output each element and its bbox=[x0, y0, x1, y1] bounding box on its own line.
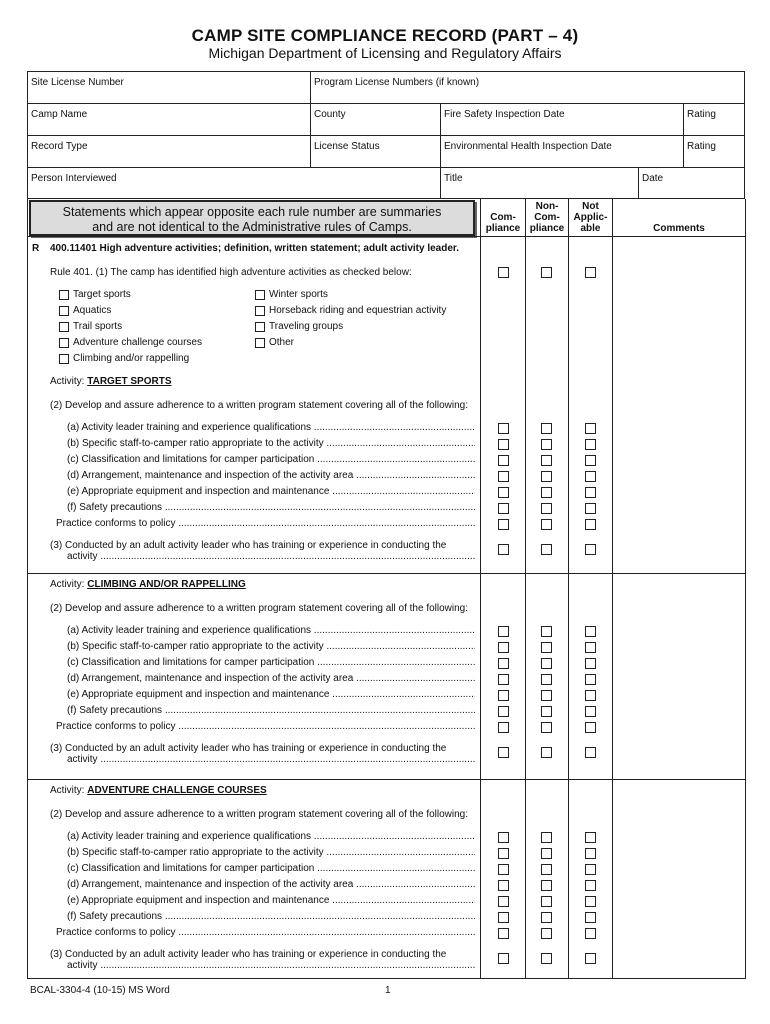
statement-notice-box bbox=[29, 200, 475, 236]
license-status-field[interactable]: License Status bbox=[310, 136, 440, 167]
activity-option-label: Traveling groups bbox=[269, 321, 344, 332]
noncompliance-checkbox[interactable] bbox=[541, 953, 552, 964]
noncompliance-checkbox[interactable] bbox=[541, 544, 552, 555]
requirement-text: (d) Arrangement, maintenance and inspection of the activity area bbox=[67, 470, 354, 481]
noncompliance-checkbox[interactable] bbox=[541, 487, 552, 498]
noncompliance-checkbox[interactable] bbox=[541, 896, 552, 907]
frame-bottom bbox=[27, 978, 745, 979]
noncompliance-checkbox[interactable] bbox=[541, 626, 552, 637]
requirement-text: (b) Specific staff-to-camper ratio appropriate to the activity bbox=[67, 438, 324, 449]
compliance-checkbox[interactable] bbox=[498, 471, 509, 482]
activity-option-label: Other bbox=[269, 337, 295, 348]
requirement-text: (f) Safety precautions bbox=[67, 705, 163, 716]
requirement-item bbox=[67, 911, 475, 922]
noncompliance-checkbox[interactable] bbox=[541, 832, 552, 843]
noncompliance-checkbox[interactable] bbox=[541, 674, 552, 685]
column-divider bbox=[480, 199, 481, 979]
frame-left bbox=[27, 199, 28, 979]
activity-option-label: Winter sports bbox=[269, 289, 328, 300]
requirement-item bbox=[67, 705, 475, 716]
not-applicable-checkbox[interactable] bbox=[585, 544, 596, 555]
not-applicable-checkbox[interactable] bbox=[585, 423, 596, 434]
not-applicable-checkbox[interactable] bbox=[585, 455, 596, 466]
compliance-checkbox[interactable] bbox=[498, 896, 509, 907]
activity-checkbox[interactable] bbox=[59, 354, 69, 364]
activity-name: ADVENTURE CHALLENGE COURSES bbox=[87, 785, 267, 796]
conducted-text: activity bbox=[67, 754, 98, 765]
requirement-text: (c) Classification and limitations for camper participation bbox=[67, 657, 315, 668]
activity-option-label: Horseback riding and equestrian activity bbox=[269, 305, 447, 316]
activity-label: Activity: bbox=[50, 785, 85, 796]
requirement-item bbox=[67, 879, 475, 890]
not-applicable-checkbox[interactable] bbox=[585, 953, 596, 964]
practice-conforms bbox=[56, 721, 475, 732]
noncompliance-checkbox[interactable] bbox=[541, 642, 552, 653]
compliance-checkbox[interactable] bbox=[498, 953, 509, 964]
header-text: pliance bbox=[485, 223, 521, 234]
compliance-checkbox[interactable] bbox=[498, 912, 509, 923]
practice-conforms bbox=[56, 927, 475, 938]
activity-label: Activity: bbox=[50, 376, 85, 387]
compliance-checkbox[interactable] bbox=[498, 880, 509, 891]
header-text: able bbox=[580, 223, 601, 234]
activity-checkbox[interactable] bbox=[255, 322, 265, 332]
activity-option-label: Aquatics bbox=[73, 305, 112, 316]
conducted-text: activity bbox=[67, 551, 98, 562]
compliance-checkbox[interactable] bbox=[498, 455, 509, 466]
compliance-column-header bbox=[481, 212, 525, 234]
not-applicable-column-header bbox=[569, 201, 612, 234]
not-applicable-checkbox[interactable] bbox=[585, 471, 596, 482]
noncompliance-checkbox[interactable] bbox=[541, 706, 552, 717]
requirement-text: (c) Classification and limitations for camper participation bbox=[67, 863, 315, 874]
requirement-text: (d) Arrangement, maintenance and inspection of the activity area bbox=[67, 673, 354, 684]
conducted-statement: (3) Conducted by an adult activity leader who has training or experience in conducting the bbox=[50, 743, 447, 754]
activity-name: CLIMBING AND/OR RAPPELLING bbox=[87, 579, 246, 590]
activity-option-label: Trail sports bbox=[73, 321, 123, 332]
noncompliance-checkbox[interactable] bbox=[541, 503, 552, 514]
requirement-item bbox=[67, 895, 475, 906]
rule-prefix: R bbox=[32, 243, 40, 254]
not-applicable-checkbox[interactable] bbox=[585, 832, 596, 843]
requirement-text: (b) Specific staff-to-camper ratio appropriate to the activity bbox=[67, 847, 324, 858]
practice-text: Practice conforms to policy bbox=[56, 721, 176, 732]
requirement-item bbox=[67, 470, 475, 481]
noncompliance-checkbox[interactable] bbox=[541, 864, 552, 875]
conducted-text: activity bbox=[67, 960, 98, 971]
compliance-checkbox[interactable] bbox=[498, 519, 509, 530]
conducted-statement-cont bbox=[67, 551, 475, 562]
activity-line bbox=[50, 785, 267, 796]
header-row bbox=[28, 168, 744, 200]
activity-checkbox[interactable] bbox=[59, 322, 69, 332]
requirement-item bbox=[67, 502, 475, 513]
column-divider bbox=[525, 199, 526, 979]
develop-statement: (2) Develop and assure adherence to a written program statement covering all of the following: bbox=[50, 809, 469, 820]
header-text: Com- bbox=[490, 212, 516, 223]
site-license-number-field[interactable]: Site License Number bbox=[31, 77, 124, 88]
header-text: Non- bbox=[535, 201, 559, 212]
section-divider bbox=[27, 779, 745, 780]
header-info-table bbox=[27, 71, 745, 199]
compliance-checkbox[interactable] bbox=[498, 747, 509, 758]
noncompliance-checkbox[interactable] bbox=[541, 423, 552, 434]
activity-checkbox[interactable] bbox=[59, 290, 69, 300]
comments-column-header: Comments bbox=[653, 223, 705, 234]
section-divider bbox=[27, 573, 745, 574]
compliance-checkbox[interactable] bbox=[498, 642, 509, 653]
noncompliance-checkbox[interactable] bbox=[541, 722, 552, 733]
rating-field-1[interactable]: Rating bbox=[683, 104, 744, 135]
activity-option-label: Adventure challenge courses bbox=[73, 337, 202, 348]
not-applicable-checkbox[interactable] bbox=[585, 658, 596, 669]
noncompliance-column-header bbox=[526, 201, 568, 234]
activity-line bbox=[50, 579, 246, 590]
compliance-checkbox[interactable] bbox=[498, 423, 509, 434]
person-interviewed-field[interactable]: Person Interviewed bbox=[31, 173, 117, 184]
compliance-checkbox[interactable] bbox=[498, 267, 509, 278]
header-row bbox=[28, 72, 744, 104]
requirement-text: (f) Safety precautions bbox=[67, 502, 163, 513]
develop-statement: (2) Develop and assure adherence to a written program statement covering all of the following: bbox=[50, 603, 469, 614]
requirement-text: (e) Appropriate equipment and inspection and maintenance bbox=[67, 895, 330, 906]
rule-heading: 400.11401 High adventure activities; definition, written statement; adult activity leader. bbox=[50, 243, 460, 254]
compliance-checkbox[interactable] bbox=[498, 690, 509, 701]
requirement-text: (b) Specific staff-to-camper ratio appropriate to the activity bbox=[67, 641, 324, 652]
not-applicable-checkbox[interactable] bbox=[585, 642, 596, 653]
header-text: Not bbox=[582, 201, 599, 212]
rating-field-2[interactable]: Rating bbox=[683, 136, 744, 167]
activity-name: TARGET SPORTS bbox=[87, 376, 172, 387]
not-applicable-checkbox[interactable] bbox=[585, 706, 596, 717]
column-divider bbox=[612, 199, 613, 979]
compliance-checkbox[interactable] bbox=[498, 487, 509, 498]
requirement-text: (e) Appropriate equipment and inspection and maintenance bbox=[67, 486, 330, 497]
activity-checkbox[interactable] bbox=[255, 338, 265, 348]
requirement-text: (c) Classification and limitations for camper participation bbox=[67, 454, 315, 465]
requirement-item bbox=[67, 625, 475, 636]
requirement-text: (e) Appropriate equipment and inspection and maintenance bbox=[67, 689, 330, 700]
compliance-checkbox[interactable] bbox=[498, 722, 509, 733]
activity-option-label: Climbing and/or rappelling bbox=[73, 353, 190, 364]
title-field[interactable]: Title bbox=[440, 168, 638, 199]
conducted-statement: (3) Conducted by an adult activity leader who has training or experience in conducting the bbox=[50, 540, 447, 551]
compliance-checkbox[interactable] bbox=[498, 848, 509, 859]
date-field[interactable]: Date bbox=[638, 168, 744, 199]
fire-safety-date-field[interactable]: Fire Safety Inspection Date bbox=[440, 104, 683, 135]
activity-checkbox[interactable] bbox=[255, 290, 265, 300]
requirement-item bbox=[67, 438, 475, 449]
noncompliance-checkbox[interactable] bbox=[541, 267, 552, 278]
requirement-item bbox=[67, 454, 475, 465]
requirement-text: (d) Arrangement, maintenance and inspection of the activity area bbox=[67, 879, 354, 890]
not-applicable-checkbox[interactable] bbox=[585, 722, 596, 733]
activity-option-label: Target sports bbox=[73, 289, 131, 300]
compliance-checkbox[interactable] bbox=[498, 832, 509, 843]
compliance-checkbox[interactable] bbox=[498, 439, 509, 450]
not-applicable-checkbox[interactable] bbox=[585, 503, 596, 514]
activity-line bbox=[50, 376, 172, 387]
header-text: pliance bbox=[529, 223, 565, 234]
not-applicable-checkbox[interactable] bbox=[585, 674, 596, 685]
requirement-text: (a) Activity leader training and experience qualifications bbox=[67, 831, 312, 842]
practice-conforms bbox=[56, 518, 475, 529]
compliance-checkbox[interactable] bbox=[498, 674, 509, 685]
noncompliance-checkbox[interactable] bbox=[541, 519, 552, 530]
not-applicable-checkbox[interactable] bbox=[585, 848, 596, 859]
rule-401-text: Rule 401. (1) The camp has identified high adventure activities as checked below: bbox=[50, 267, 412, 278]
noncompliance-checkbox[interactable] bbox=[541, 912, 552, 923]
practice-text: Practice conforms to policy bbox=[56, 927, 176, 938]
noncompliance-checkbox[interactable] bbox=[541, 439, 552, 450]
requirement-item bbox=[67, 422, 475, 433]
not-applicable-checkbox[interactable] bbox=[585, 626, 596, 637]
header-divider bbox=[27, 236, 745, 237]
header-text: Applic- bbox=[573, 212, 608, 223]
header-text: Com- bbox=[534, 212, 560, 223]
activity-label: Activity: bbox=[50, 579, 85, 590]
camp-name-field[interactable]: Camp Name bbox=[31, 109, 88, 120]
not-applicable-checkbox[interactable] bbox=[585, 487, 596, 498]
activity-checkbox[interactable] bbox=[255, 306, 265, 316]
noncompliance-checkbox[interactable] bbox=[541, 880, 552, 891]
requirement-item bbox=[67, 689, 475, 700]
noncompliance-checkbox[interactable] bbox=[541, 928, 552, 939]
requirement-item bbox=[67, 831, 475, 842]
frame-right bbox=[745, 199, 746, 979]
requirement-text: (a) Activity leader training and experience qualifications bbox=[67, 422, 312, 433]
not-applicable-checkbox[interactable] bbox=[585, 880, 596, 891]
statement-line-1: Statements which appear opposite each rule number are summaries bbox=[62, 205, 442, 219]
county-field[interactable]: County bbox=[310, 104, 440, 135]
page-number: 1 bbox=[385, 985, 391, 996]
not-applicable-checkbox[interactable] bbox=[585, 519, 596, 530]
activity-checkbox[interactable] bbox=[59, 306, 69, 316]
compliance-checkbox[interactable] bbox=[498, 706, 509, 717]
header-row bbox=[28, 104, 744, 136]
conducted-statement: (3) Conducted by an adult activity leader who has training or experience in conducting the bbox=[50, 949, 447, 960]
requirement-item bbox=[67, 641, 475, 652]
record-type-field[interactable]: Record Type bbox=[31, 141, 88, 152]
program-license-numbers-field[interactable]: Program License Numbers (if known) bbox=[310, 72, 744, 103]
not-applicable-checkbox[interactable] bbox=[585, 747, 596, 758]
form-subtitle: Michigan Department of Licensing and Regulatory Affairs bbox=[208, 45, 562, 61]
compliance-checkbox[interactable] bbox=[498, 626, 509, 637]
compliance-checkbox[interactable] bbox=[498, 503, 509, 514]
not-applicable-checkbox[interactable] bbox=[585, 439, 596, 450]
form-id: BCAL-3304-4 (10-15) MS Word bbox=[30, 985, 170, 996]
requirement-item bbox=[67, 847, 475, 858]
develop-statement: (2) Develop and assure adherence to a written program statement covering all of the following: bbox=[50, 400, 469, 411]
statement-line-2: and are not identical to the Administrative rules of Camps. bbox=[92, 220, 412, 234]
column-divider bbox=[568, 199, 569, 979]
compliance-checkbox[interactable] bbox=[498, 864, 509, 875]
not-applicable-checkbox[interactable] bbox=[585, 896, 596, 907]
noncompliance-checkbox[interactable] bbox=[541, 455, 552, 466]
requirement-item bbox=[67, 486, 475, 497]
not-applicable-checkbox[interactable] bbox=[585, 690, 596, 701]
not-applicable-checkbox[interactable] bbox=[585, 267, 596, 278]
conducted-statement-cont bbox=[67, 960, 475, 971]
compliance-checkbox[interactable] bbox=[498, 658, 509, 669]
compliance-checkbox[interactable] bbox=[498, 544, 509, 555]
not-applicable-checkbox[interactable] bbox=[585, 928, 596, 939]
requirement-item bbox=[67, 673, 475, 684]
practice-text: Practice conforms to policy bbox=[56, 518, 176, 529]
noncompliance-checkbox[interactable] bbox=[541, 690, 552, 701]
requirement-item bbox=[67, 657, 475, 668]
form-title: CAMP SITE COMPLIANCE RECORD (PART – 4) bbox=[191, 26, 579, 45]
not-applicable-checkbox[interactable] bbox=[585, 864, 596, 875]
requirement-text: (a) Activity leader training and experience qualifications bbox=[67, 625, 312, 636]
noncompliance-checkbox[interactable] bbox=[541, 658, 552, 669]
header-row bbox=[28, 136, 744, 168]
requirement-item bbox=[67, 863, 475, 874]
not-applicable-checkbox[interactable] bbox=[585, 912, 596, 923]
noncompliance-checkbox[interactable] bbox=[541, 747, 552, 758]
compliance-checkbox[interactable] bbox=[498, 928, 509, 939]
activity-checkbox[interactable] bbox=[59, 338, 69, 348]
noncompliance-checkbox[interactable] bbox=[541, 471, 552, 482]
noncompliance-checkbox[interactable] bbox=[541, 848, 552, 859]
requirement-text: (f) Safety precautions bbox=[67, 911, 163, 922]
env-health-date-field[interactable]: Environmental Health Inspection Date bbox=[440, 136, 683, 167]
conducted-statement-cont bbox=[67, 754, 475, 765]
